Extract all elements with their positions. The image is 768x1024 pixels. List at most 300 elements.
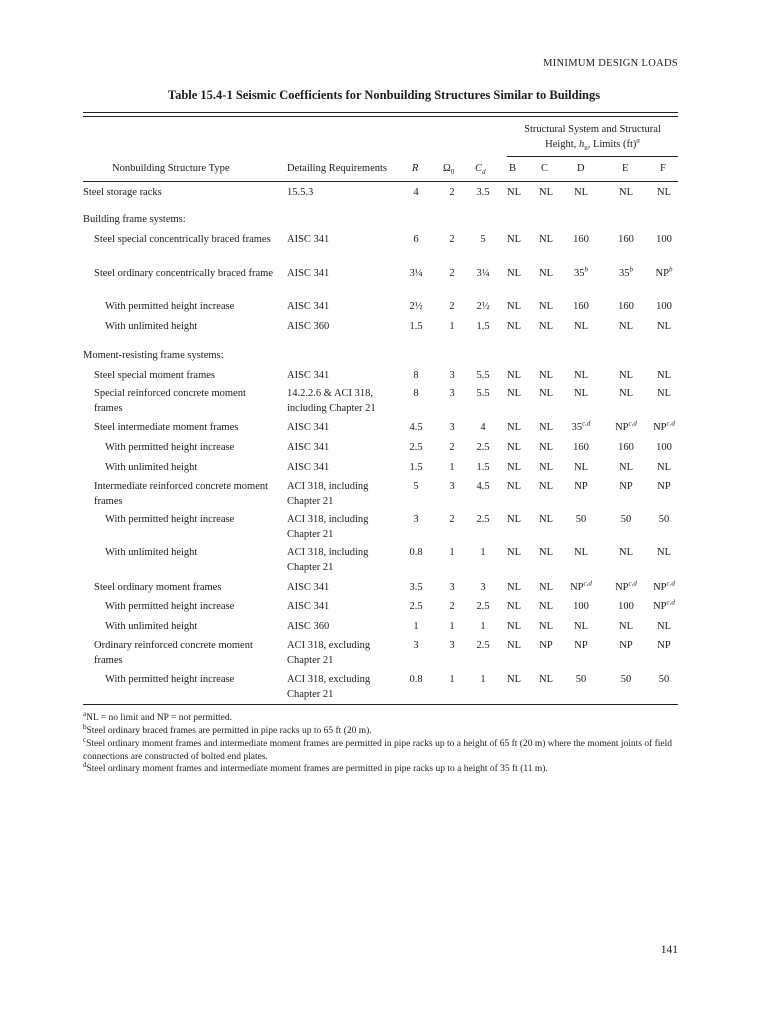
row-r-value-text: 4 <box>413 187 419 198</box>
col-cd-sub: d <box>482 168 486 177</box>
row-omega-value <box>440 639 464 654</box>
row-structure-type-text: Steel storage racks <box>83 187 162 198</box>
row-r-value-text: 0.8 <box>409 674 423 685</box>
row-limit-d-text: NL <box>574 187 588 198</box>
row-omega-value-text: 3 <box>449 388 455 399</box>
row-detailing <box>287 233 397 248</box>
row-limit-c-text: NL <box>539 621 553 632</box>
row-detailing-text: ACI 318, excluding Chapter 21 <box>287 674 371 700</box>
row-limit-b-text: NL <box>507 422 521 433</box>
row-limit-b-text: NL <box>507 370 521 381</box>
row-detailing-text: AISC 341 <box>287 462 330 473</box>
row-detailing-text: ACI 318, including Chapter 21 <box>287 547 369 573</box>
row-limit-e <box>608 581 644 596</box>
row-limit-b-text: NL <box>507 601 521 612</box>
row-limit-f <box>646 369 682 384</box>
row-r-value <box>404 300 428 315</box>
col-header-r <box>412 163 418 174</box>
row-limit-f <box>646 387 682 402</box>
row-limit-e-text: NL <box>619 187 633 198</box>
row-structure-type <box>83 233 275 248</box>
row-limit-f <box>646 546 682 561</box>
row-limit-c-text: NL <box>539 547 553 558</box>
row-limit-c <box>534 267 558 282</box>
row-omega-value-text: 2 <box>449 234 455 245</box>
span-header-n: n <box>584 144 588 153</box>
footnote-d <box>83 760 683 776</box>
span-header-line1: Structural System and Structural <box>524 124 661 135</box>
row-structure-type <box>83 387 275 416</box>
row-cd-value-text: 3.5 <box>476 187 490 198</box>
row-r-value <box>404 387 428 402</box>
top-rule-double <box>83 116 678 117</box>
row-limit-f <box>646 639 682 654</box>
footnote-a <box>83 709 683 725</box>
row-limit-c <box>534 300 558 315</box>
row-limit-d-text: 160 <box>573 301 589 312</box>
row-limit-e <box>608 320 644 335</box>
row-cd-value <box>471 461 495 476</box>
row-cd-value-text: 5.5 <box>476 388 490 399</box>
row-limit-b-text: NL <box>507 388 521 399</box>
row-detailing-text: AISC 341 <box>287 301 330 312</box>
group-heading <box>83 213 275 228</box>
row-r-value-text: 3.5 <box>409 582 423 593</box>
col-header-f: F <box>660 163 666 174</box>
row-cd-value <box>471 369 495 384</box>
footnote-mark: c,d <box>666 419 675 428</box>
row-structure-type <box>83 600 275 615</box>
row-detailing <box>287 441 397 456</box>
row-detailing <box>287 480 397 509</box>
row-omega-value-text: 2 <box>449 514 455 525</box>
footnote-mark: b <box>584 265 588 274</box>
row-limit-d-text: 35 <box>574 268 585 279</box>
row-r-value-text: 1 <box>413 621 419 632</box>
table-title: Table 15.4-1 Seismic Coefficients for Nonbuilding Structures Similar to Buildings <box>167 88 601 102</box>
structural-limits-header <box>507 122 678 156</box>
row-limit-d <box>563 320 599 335</box>
row-limit-e-text: 160 <box>618 301 634 312</box>
row-limit-d-text: 100 <box>573 601 589 612</box>
row-limit-c-text: NL <box>539 321 553 332</box>
span-header-h: h <box>578 139 585 150</box>
row-limit-d <box>563 421 599 436</box>
row-limit-b <box>502 546 526 561</box>
row-structure-type-text: Special reinforced concrete moment frames <box>94 388 246 414</box>
row-r-value <box>404 233 428 248</box>
row-r-value <box>404 600 428 615</box>
row-limit-e-text: NL <box>619 621 633 632</box>
row-r-value-text: 3 <box>413 514 419 525</box>
row-limit-d <box>563 441 599 456</box>
footnote-d-mark: d <box>83 760 87 769</box>
col-header-d: D <box>577 163 585 174</box>
row-limit-d-text: NP <box>574 481 588 492</box>
row-limit-f <box>646 267 682 282</box>
row-limit-e <box>608 186 644 201</box>
row-limit-b-text: NL <box>507 674 521 685</box>
row-omega-value-text: 1 <box>449 462 455 473</box>
row-omega-value-text: 3 <box>449 370 455 381</box>
row-structure-type-text: With permitted height increase <box>105 514 235 525</box>
row-limit-e-text: 160 <box>618 442 634 453</box>
row-structure-type-text: With permitted height increase <box>105 301 235 312</box>
group-heading <box>83 349 275 364</box>
col-header-b: B <box>509 163 517 174</box>
row-limit-e-text: NL <box>619 547 633 558</box>
row-limit-c-text: NP <box>539 640 553 651</box>
row-limit-e <box>608 673 644 688</box>
row-r-value <box>404 186 428 201</box>
row-r-value <box>404 480 428 495</box>
footnote-b <box>83 722 683 738</box>
row-limit-e-text: NP <box>615 582 629 593</box>
row-detailing-text: AISC 341 <box>287 422 330 433</box>
col-header-cd <box>475 163 486 176</box>
row-cd-value <box>471 300 495 315</box>
row-limit-d <box>563 480 599 495</box>
row-omega-value <box>440 673 464 688</box>
row-omega-value <box>440 620 464 635</box>
row-detailing-text: 14.2.2.6 & ACI 318, including Chapter 21 <box>287 388 376 414</box>
col-header-omega <box>443 163 454 176</box>
row-r-value <box>404 673 428 688</box>
row-cd-value-text: 1.5 <box>476 321 490 332</box>
row-limit-c <box>534 421 558 436</box>
row-limit-c-text: NL <box>539 388 553 399</box>
row-limit-b <box>502 639 526 654</box>
row-limit-c-text: NL <box>539 462 553 473</box>
footnote-mark: c,d <box>666 579 675 588</box>
row-r-value-text: 1.5 <box>409 462 423 473</box>
row-limit-d-text: NP <box>574 640 588 651</box>
group-heading-text: Moment-resisting frame systems: <box>83 350 224 361</box>
footnote-c <box>83 735 683 763</box>
row-limit-f <box>646 620 682 635</box>
row-limit-e <box>608 369 644 384</box>
row-detailing <box>287 581 397 596</box>
row-cd-value-text: 2.5 <box>476 514 490 525</box>
row-limit-e-text: NL <box>619 388 633 399</box>
col-header-detailing: Detailing Requirements <box>287 163 388 174</box>
bottom-rule <box>83 704 678 705</box>
row-r-value <box>404 441 428 456</box>
row-omega-value-text: 2 <box>449 268 455 279</box>
row-limit-b-text: NL <box>507 268 521 279</box>
col-header-type: Nonbuilding Structure Type <box>112 163 230 174</box>
row-cd-value-text: 1 <box>480 547 486 558</box>
row-r-value-text: 8 <box>413 388 419 399</box>
row-limit-b-text: NL <box>507 547 521 558</box>
row-structure-type <box>83 480 275 509</box>
row-cd-value-text: 1.5 <box>476 462 490 473</box>
row-omega-value-text: 3 <box>449 422 455 433</box>
row-detailing <box>287 300 397 315</box>
row-structure-type <box>83 581 275 596</box>
row-limit-c-text: NL <box>539 514 553 525</box>
row-limit-b <box>502 320 526 335</box>
row-structure-type-text: Steel intermediate moment frames <box>94 422 239 433</box>
row-limit-f <box>646 461 682 476</box>
row-limit-e-text: 50 <box>620 514 632 525</box>
footnote-mark: b <box>629 265 633 274</box>
row-structure-type-text: With permitted height increase <box>105 674 235 685</box>
row-limit-d <box>563 300 599 315</box>
top-rule <box>83 112 678 113</box>
row-limit-c-text: NL <box>539 601 553 612</box>
row-r-value <box>404 267 428 282</box>
row-omega-value <box>440 600 464 615</box>
row-limit-e-text: NP <box>619 481 633 492</box>
row-omega-value-text: 3 <box>449 582 455 593</box>
row-omega-value <box>440 461 464 476</box>
header-rule <box>83 181 678 182</box>
row-limit-f <box>646 186 682 201</box>
row-limit-d-text: NL <box>574 547 588 558</box>
row-r-value-text: 2.5 <box>409 601 423 612</box>
row-detailing-text: 15.5.3 <box>287 187 314 198</box>
row-cd-value-text: 2.5 <box>476 640 490 651</box>
row-omega-value <box>440 233 464 248</box>
row-limit-b <box>502 461 526 476</box>
row-cd-value-text: 2.5 <box>476 442 490 453</box>
row-structure-type <box>83 441 275 456</box>
row-limit-d <box>563 600 599 615</box>
row-limit-e <box>608 387 644 402</box>
row-limit-f-text: NP <box>653 601 667 612</box>
row-structure-type-text: Intermediate reinforced concrete moment frames <box>94 481 269 507</box>
row-limit-b-text: NL <box>507 187 521 198</box>
row-limit-c-text: NL <box>539 234 553 245</box>
row-limit-e-text: 35 <box>619 268 630 279</box>
row-limit-d-text: 50 <box>575 514 587 525</box>
row-limit-e <box>608 300 644 315</box>
row-detailing <box>287 513 397 542</box>
row-structure-type <box>83 513 275 528</box>
row-r-value <box>404 369 428 384</box>
row-omega-value-text: 2 <box>449 187 455 198</box>
row-limit-c <box>534 320 558 335</box>
row-limit-b <box>502 441 526 456</box>
row-limit-e <box>608 639 644 654</box>
span-header-text: Height, <box>545 139 579 150</box>
row-limit-b-text: NL <box>507 621 521 632</box>
row-limit-d <box>563 233 599 248</box>
row-limit-b-text: NL <box>507 462 521 473</box>
row-detailing <box>287 421 397 436</box>
row-cd-value-text: 5.5 <box>476 370 490 381</box>
row-cd-value <box>471 233 495 248</box>
row-limit-e-text: NL <box>619 370 633 381</box>
row-limit-b <box>502 600 526 615</box>
row-detailing <box>287 267 397 282</box>
row-limit-e-text: NP <box>619 640 633 651</box>
row-structure-type-text: With unlimited height <box>105 321 198 332</box>
row-structure-type <box>83 320 275 335</box>
row-r-value <box>404 461 428 476</box>
row-limit-b <box>502 421 526 436</box>
row-omega-value-text: 1 <box>449 547 455 558</box>
row-limit-b <box>502 186 526 201</box>
row-limit-b <box>502 581 526 596</box>
row-omega-value <box>440 300 464 315</box>
row-limit-f-text: NL <box>657 621 671 632</box>
row-limit-f <box>646 600 682 615</box>
group-heading-text: Building frame systems: <box>83 214 186 225</box>
row-cd-value <box>471 480 495 495</box>
row-limit-c <box>534 600 558 615</box>
row-limit-e <box>608 233 644 248</box>
row-omega-value <box>440 546 464 561</box>
row-cd-value <box>471 441 495 456</box>
row-limit-b <box>502 480 526 495</box>
span-rule <box>507 156 678 157</box>
row-detailing <box>287 461 397 476</box>
footnote-mark: c,d <box>582 419 591 428</box>
row-limit-e-text: 100 <box>618 601 634 612</box>
row-limit-c <box>534 441 558 456</box>
row-r-value-text: 4.5 <box>409 422 423 433</box>
row-cd-value <box>471 620 495 635</box>
row-structure-type <box>83 620 275 635</box>
row-cd-value <box>471 267 495 282</box>
span-header-line2 <box>507 137 678 156</box>
row-cd-value-text: 1 <box>480 674 486 685</box>
row-detailing-text: ACI 318, including Chapter 21 <box>287 514 369 540</box>
row-limit-e <box>608 441 644 456</box>
row-structure-type <box>83 186 275 201</box>
row-structure-type <box>83 546 275 561</box>
row-limit-c <box>534 461 558 476</box>
row-limit-c <box>534 639 558 654</box>
row-limit-d-text: 160 <box>573 442 589 453</box>
row-limit-f-text: NL <box>657 321 671 332</box>
row-limit-f <box>646 320 682 335</box>
row-structure-type <box>83 369 275 384</box>
row-omega-value-text: 2 <box>449 442 455 453</box>
row-structure-type-text: With permitted height increase <box>105 601 235 612</box>
row-limit-d-text: 35 <box>571 422 583 433</box>
row-limit-c <box>534 480 558 495</box>
row-limit-d <box>563 461 599 476</box>
row-detailing <box>287 387 397 416</box>
footnote-b-text: Steel ordinary braced frames are permitted in pipe racks up to 65 ft (20 m). <box>86 726 372 736</box>
row-limit-f-text: 50 <box>658 674 670 685</box>
row-limit-f-text: NP <box>655 268 669 279</box>
span-header-sup: a <box>636 136 640 145</box>
row-structure-type-text: With unlimited height <box>105 462 198 473</box>
row-limit-f-text: NL <box>657 388 671 399</box>
row-limit-e <box>608 620 644 635</box>
row-structure-type-text: Steel special concentrically braced frames <box>94 234 271 245</box>
row-structure-type <box>83 300 275 315</box>
footnote-a-mark: a <box>83 709 87 718</box>
row-limit-b <box>502 620 526 635</box>
row-cd-value-text: 4 <box>480 422 486 433</box>
row-detailing-text: AISC 341 <box>287 442 330 453</box>
row-limit-f <box>646 441 682 456</box>
row-omega-value-text: 1 <box>449 674 455 685</box>
row-limit-d-text: NL <box>574 462 588 473</box>
row-cd-value <box>471 421 495 436</box>
row-r-value-text: 8 <box>413 370 419 381</box>
row-limit-e-text: 50 <box>620 674 632 685</box>
col-omega-label: Ω <box>443 163 451 174</box>
row-r-value-text: 2.5 <box>409 442 423 453</box>
row-cd-value <box>471 639 495 654</box>
row-limit-c-text: NL <box>539 582 553 593</box>
row-limit-b-text: NL <box>507 481 521 492</box>
row-cd-value <box>471 320 495 335</box>
footnote-a-text: NL = no limit and NP = not permitted. <box>86 713 233 723</box>
row-cd-value <box>471 513 495 528</box>
row-limit-e-text: NL <box>619 321 633 332</box>
row-limit-f-text: NP <box>653 422 667 433</box>
row-limit-d <box>563 620 599 635</box>
row-limit-d <box>563 546 599 561</box>
row-omega-value <box>440 186 464 201</box>
footnote-mark: b <box>668 265 673 274</box>
row-limit-f <box>646 480 682 495</box>
row-limit-c <box>534 369 558 384</box>
row-limit-d-text: NP <box>570 582 584 593</box>
footnote-mark: c,d <box>666 598 675 607</box>
row-cd-value-text: 2½ <box>476 301 490 312</box>
row-r-value <box>404 620 428 635</box>
row-limit-d-text: 50 <box>575 674 587 685</box>
row-cd-value <box>471 186 495 201</box>
row-limit-d <box>563 387 599 402</box>
row-omega-value-text: 3 <box>449 481 455 492</box>
row-limit-c <box>534 387 558 402</box>
row-limit-d <box>563 267 599 282</box>
row-limit-c-text: NL <box>539 422 553 433</box>
row-limit-c-text: NL <box>539 187 553 198</box>
row-structure-type-text: With unlimited height <box>105 547 198 558</box>
row-omega-value-text: 2 <box>449 301 455 312</box>
row-limit-d-text: NL <box>574 621 588 632</box>
col-header-c: C <box>541 163 549 174</box>
row-limit-f-text: NP <box>653 582 667 593</box>
row-r-value-text: 3 <box>413 640 419 651</box>
row-r-value <box>404 421 428 436</box>
row-limit-d <box>563 369 599 384</box>
row-omega-value-text: 3 <box>449 640 455 651</box>
row-limit-d <box>563 513 599 528</box>
row-limit-f <box>646 673 682 688</box>
footnote-c-text: Steel ordinary moment frames and intermediate moment frames are permitted in pipe racks up to a height of 65 ft (20 m) where the moment joints of field connections are constructed of bolted end plates. <box>83 739 673 762</box>
footnote-mark: c,d <box>583 579 592 588</box>
row-r-value-text: 5 <box>413 481 419 492</box>
row-limit-f-text: NP <box>657 481 671 492</box>
row-r-value <box>404 513 428 528</box>
row-detailing-text: AISC 341 <box>287 234 330 245</box>
row-cd-value-text: 3 <box>480 582 486 593</box>
row-limit-e <box>608 546 644 561</box>
row-limit-b <box>502 673 526 688</box>
row-limit-e <box>608 267 644 282</box>
row-limit-c <box>534 186 558 201</box>
row-r-value <box>404 581 428 596</box>
row-detailing <box>287 673 397 702</box>
row-limit-d <box>563 186 599 201</box>
row-omega-value <box>440 421 464 436</box>
row-limit-b-text: NL <box>507 442 521 453</box>
row-r-value-text: 1.5 <box>409 321 423 332</box>
row-limit-b <box>502 300 526 315</box>
page-number: 141 <box>660 944 678 956</box>
